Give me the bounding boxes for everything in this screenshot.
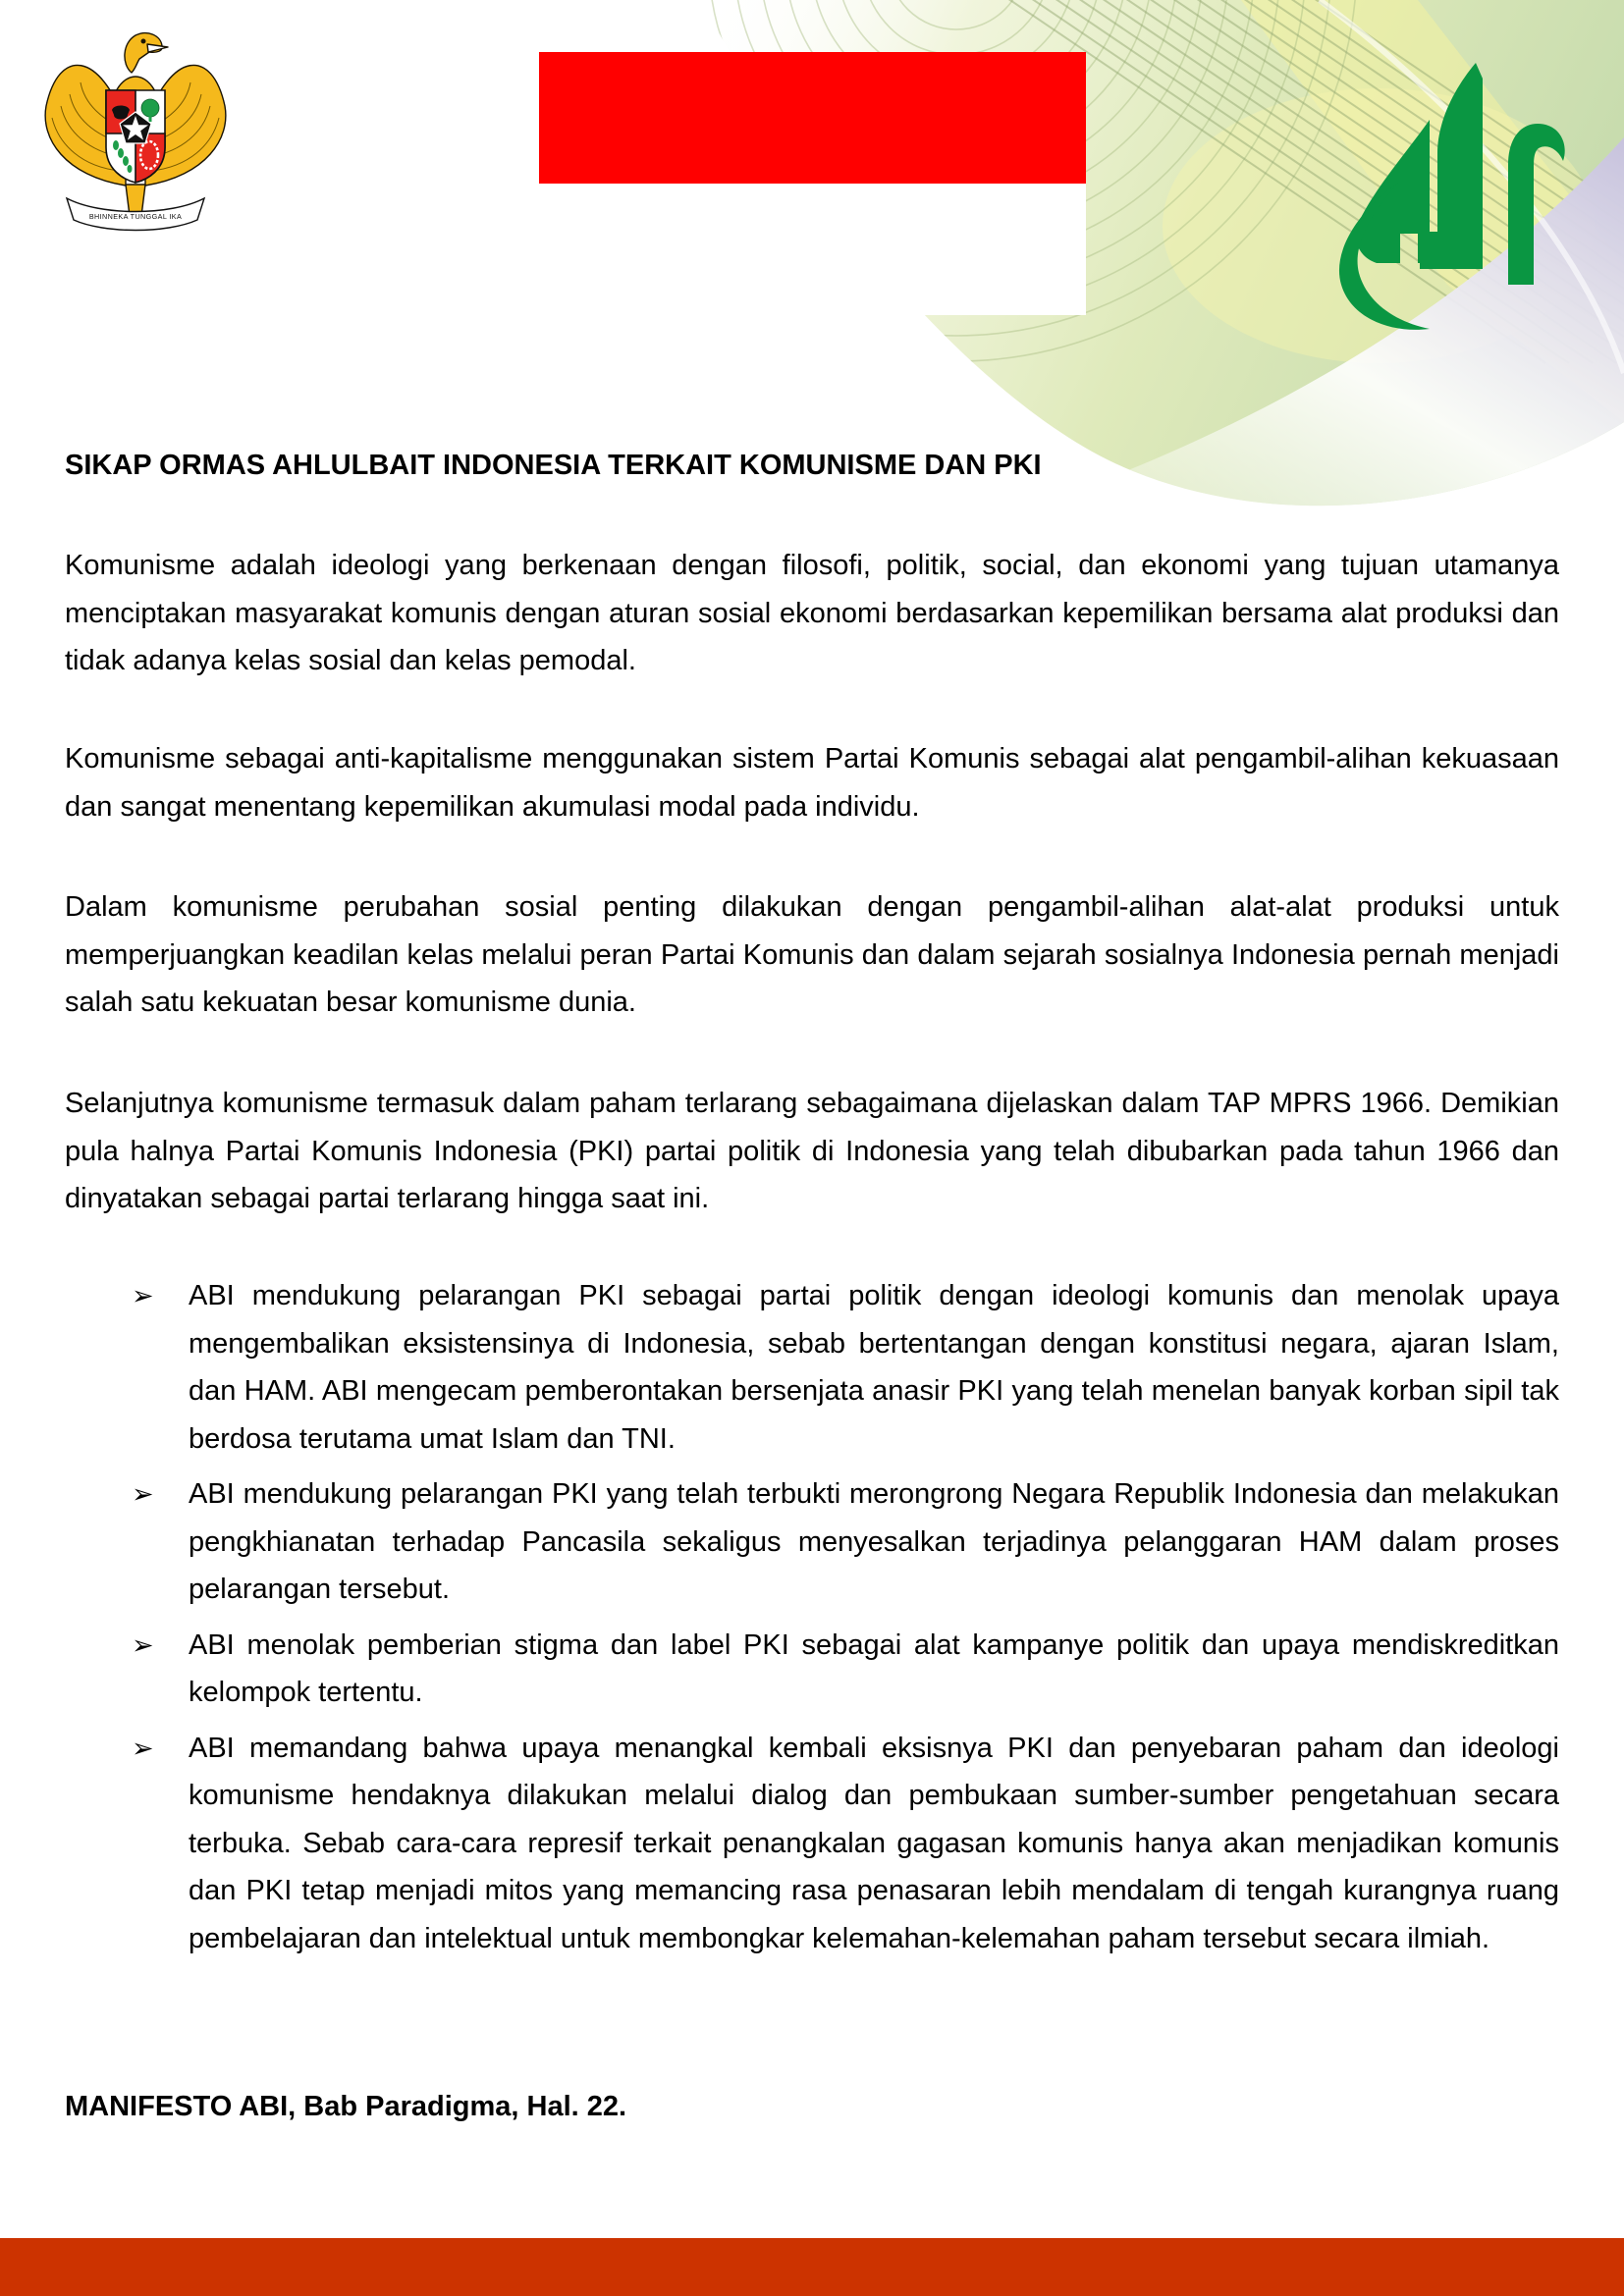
arrowhead-bullet-icon: ➢ bbox=[132, 1281, 154, 1310]
arrowhead-bullet-icon: ➢ bbox=[132, 1733, 154, 1763]
garuda-eye bbox=[141, 39, 145, 43]
footer-note: MANIFESTO ABI, Bab Paradigma, Hal. 22. bbox=[65, 2091, 627, 2122]
bullet-text: ABI mendukung pelarangan PKI yang telah terbukti merongrong Negara Republik Indonesia dan melakukan pengkhianatan terhadap Pancasila sekaligus menyesalkan terjadinya pelanggaran HAM dalam proses pelarangan tersebut. bbox=[189, 1478, 1559, 1605]
bullet-text: ABI mendukung pelarangan PKI sebagai partai politik dengan ideologi komunis dan menolak upaya mengembalikan eksistensinya di Indonesia, sebab bertentangan dengan konstitusi negara, ajaran Islam, dan HAM. ABI mengecam pemberontakan bersenjata anasir PKI yang telah menelan banyak korban sipil tak berdosa terutama umat Islam dan TNI. bbox=[189, 1280, 1559, 1455]
abi-logo bbox=[1276, 37, 1579, 332]
paragraph-3: Dalam komunisme perubahan sosial penting dilakukan dengan pengambil-alihan alat-alat produksi untuk memperjuangkan keadilan kelas melalui peran Partai Komunis dan dalam sejarah sosialnya Indonesia pernah menjadi salah satu kekuatan besar komunisme dunia. bbox=[65, 891, 1559, 1018]
bullet-item bbox=[65, 1470, 1559, 1614]
footer-bar bbox=[0, 2238, 1624, 2296]
flag-white-stripe bbox=[539, 184, 1086, 315]
arrowhead-bullet-icon: ➢ bbox=[132, 1479, 154, 1509]
bullet-item bbox=[65, 1725, 1559, 1963]
bullet-text: ABI menolak pemberian stigma dan label PKI sebagai alat kampanye politik dan upaya mendiskreditkan kelompok tertentu. bbox=[189, 1629, 1559, 1708]
abi-logo-b bbox=[1508, 124, 1565, 285]
paragraph-4: Selanjutnya komunisme termasuk dalam paham terlarang sebagaimana dijelaskan dalam TAP MPRS 1966. Demikian pula halnya Partai Komunis Indonesia (PKI) partai politik di Indonesia yang telah dibubarkan pada tahun 1966 dan dinyatakan sebagai partai terlarang hingga saat ini. bbox=[65, 1088, 1559, 1214]
bullet-text: ABI memandang bahwa upaya menangkal kembali eksisnya PKI dan penyebaran paham dan ideologi komunisme hendaknya dilakukan melalui dialog dan pembukaan sumber-sumber pengetahuan secara terbuka. Sebab cara-cara represif terkait penangkalan gagasan komunis hanya akan menjadikan komunis dan PKI tetap menjadi mitos yang memancing rasa penasaran lebih mendalam di tengah kurangnya ruang pembelajaran dan intelektual untuk membongkar kelemahan-kelemahan paham tersebut secara ilmiah. bbox=[189, 1732, 1559, 1954]
indonesian-flag bbox=[539, 52, 1086, 315]
motto-text: BHINNEKA TUNGGAL IKA bbox=[88, 212, 183, 221]
bullet-list bbox=[65, 1272, 1559, 1970]
paragraph-2: Komunisme sebagai anti-kapitalisme menggunakan sistem Partai Komunis sebagai alat pengambil-alihan kekuasaan dan sangat menentang kepemilikan akumulasi modal pada individu. bbox=[65, 743, 1559, 823]
bullet-item bbox=[65, 1622, 1559, 1717]
flag-red-stripe bbox=[539, 52, 1086, 184]
bullet-item bbox=[65, 1272, 1559, 1463]
beringin-tree-icon bbox=[141, 99, 159, 117]
paragraph-1: Komunisme adalah ideologi yang berkenaan dengan filosofi, politik, social, dan ekonomi yang tujuan utamanya menciptakan masyarakat komunis dengan aturan sosial ekonomi berdasarkan kepemilikan bersama alat produksi dan tidak adanya kelas sosial dan kelas pemodal. bbox=[65, 550, 1559, 676]
document-title: SIKAP ORMAS AHLULBAIT INDONESIA TERKAIT KOMUNISME DAN PKI bbox=[65, 450, 1042, 481]
garuda-pancasila-emblem bbox=[37, 22, 234, 232]
arrowhead-bullet-icon: ➢ bbox=[132, 1629, 154, 1660]
abi-logo-leaf bbox=[1356, 120, 1430, 263]
